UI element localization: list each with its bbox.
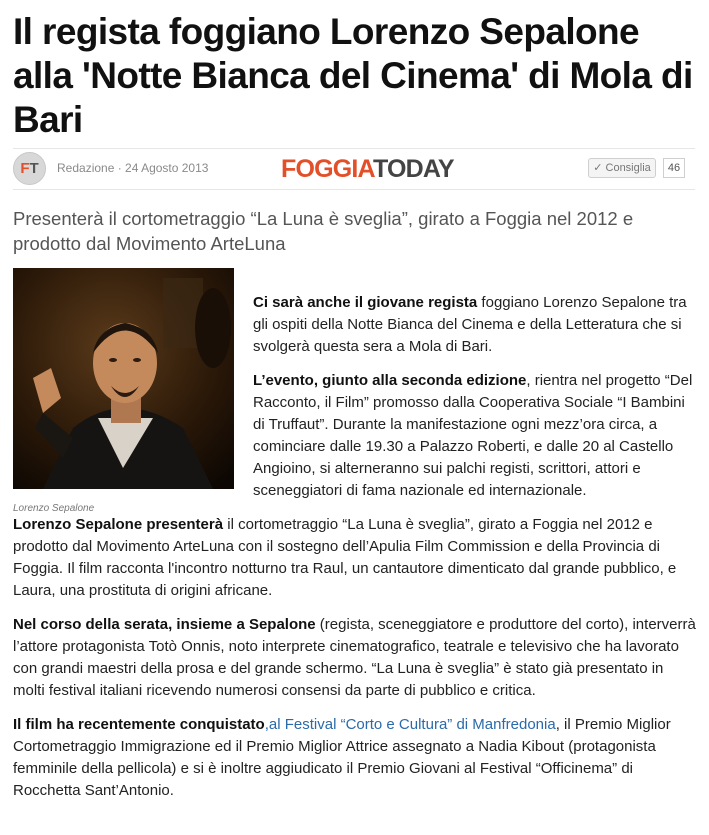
p3-text: il cortometraggio “La Luna è sveglia”, girato a Foggia nel 2012 e prodotto dal Movimento ArteLuna con il sostegno dell’Apulia Film Commission e della Provincia di Foggia. Il film racconta l'incontro notturno tra Raul, un cantautore dimenticato dal grande pubblico, e Laura, una prostituta di origini africane.	[13, 516, 677, 599]
p5-text: , il Premio Miglior Cortometraggio Immigrazione ed il Premio Miglior Attrice assegnato a Nadia Kibout (protagonista femminile della pellicola) e si è inoltre aggiudicato il Premio Giovani al Festival “Officinema” di Rocchetta Sant’Antonio.	[13, 716, 671, 799]
byline	[57, 161, 208, 175]
p4-text: (regista, sceneggiatore e produttore del corto), interverrà l’attore protagonista Totò Onnis, noto interprete cinematografico, teatrale e televisivo che ha lavorato con grandi maestri della prosa e del grande schermo. “La Luna è sveglia” è stato già presentato in molti festival italiani ricevendo numerosi consensi da parte di pubblico e critica.	[13, 616, 696, 699]
photo-caption: Lorenzo Sepalone	[13, 503, 95, 514]
publish-date: 24 Agosto 2013	[125, 161, 209, 175]
avatar-initial-f: F	[20, 160, 30, 177]
p2-lead: L’evento, giunto alla seconda edizione	[253, 372, 527, 389]
recommend-count: 46	[663, 158, 685, 178]
author-name[interactable]: Redazione	[57, 161, 115, 175]
photo-spacer	[13, 292, 253, 514]
recommend-button[interactable]: ✓ Consiglia	[588, 158, 656, 178]
article-meta-bar	[13, 148, 695, 190]
logo-part-foggia: FOGGIA	[281, 155, 373, 183]
p5-lead: Il film ha recentemente conquistato	[13, 716, 265, 733]
avatar-initial-t: T	[29, 160, 39, 177]
paragraph-3	[13, 514, 696, 602]
p3-lead: Lorenzo Sepalone presenterà	[13, 516, 224, 533]
festival-link[interactable]: ,al Festival “Corto e Cultura” di Manfredonia	[264, 716, 556, 733]
paragraph-5	[13, 714, 696, 802]
byline-separator: ·	[114, 161, 126, 175]
article-subtitle: Presenterà il cortometraggio “La Luna è sveglia”, girato a Foggia nel 2012 e prodotto dal Movimento ArteLuna	[13, 208, 634, 254]
article-headline: Il regista foggiano Lorenzo Sepalone alla 'Notte Bianca del Cinema' di Mola di Bari	[13, 11, 693, 140]
p1-text: foggiano Lorenzo Sepalone tra gli ospiti della Notte Bianca del Cinema e della Letteratura che si svolgerà questa sera a Mola di Bari.	[253, 294, 687, 355]
paragraph-4	[13, 614, 696, 702]
source-avatar[interactable]	[13, 152, 46, 185]
logo-part-today: TODAY	[372, 155, 454, 183]
article-body	[13, 292, 696, 814]
p4-lead: Nel corso della serata, insieme a Sepalone	[13, 616, 316, 633]
p2-text: , rientra nel progetto “Del Racconto, il Film” promosso dalla Cooperativa Sociale “I Bambini di Truffaut”. Durante la manifestazione ogni mezz’ora circa, a cominciare dalle 19.30 a Palazzo Roberti, e dalle 20 al Castello Angioino, si alterneranno sui palchi registi, scrittori, attori e sceneggiatori di fama nazionale ed internazionale.	[253, 372, 693, 499]
foggiatoday-logo[interactable]	[281, 155, 454, 184]
p1-lead: Ci sarà anche il giovane regista	[253, 294, 478, 311]
